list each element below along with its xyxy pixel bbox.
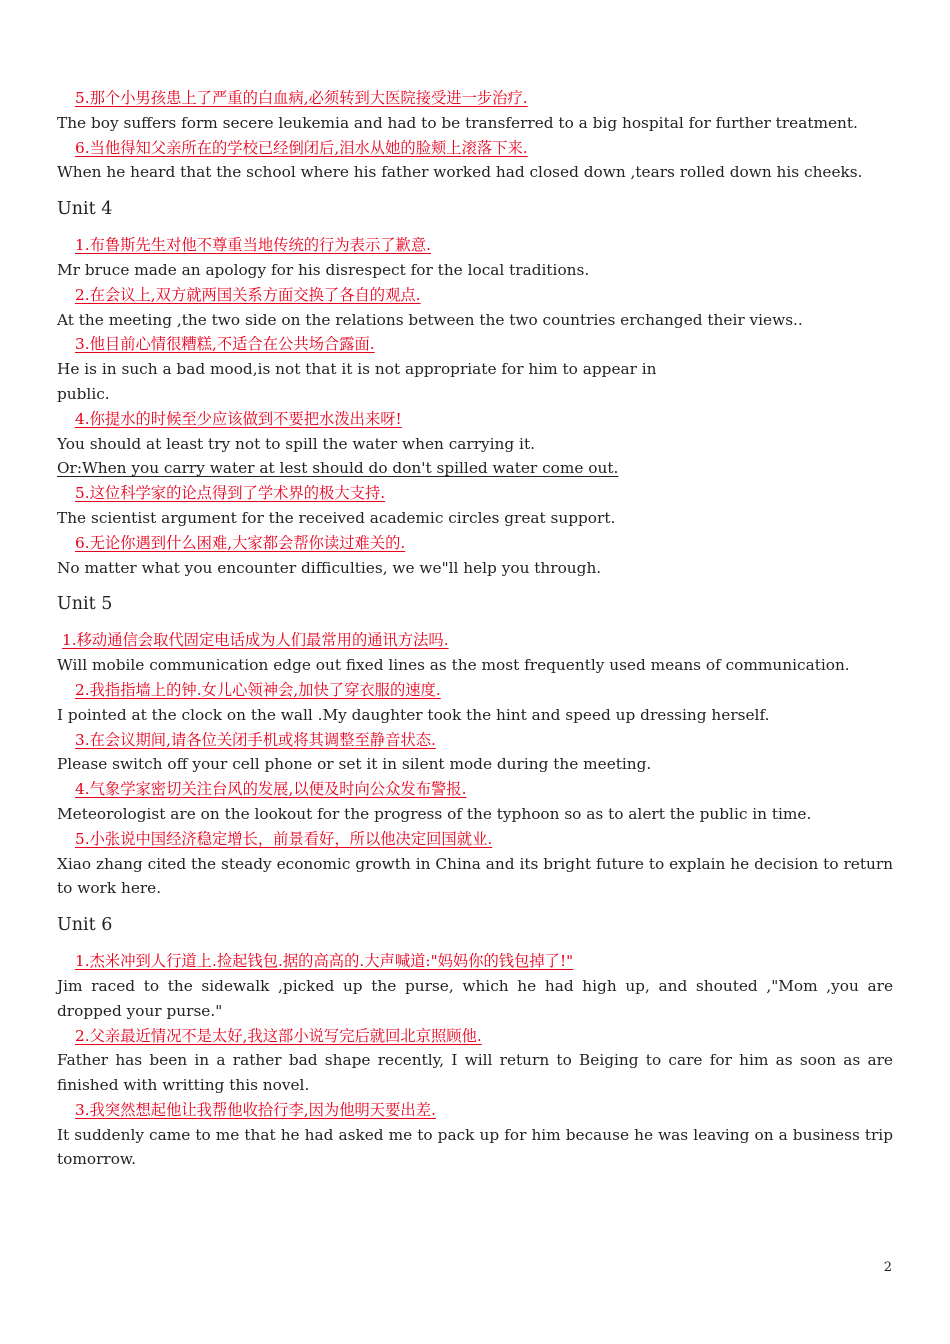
- chinese-sentence: 3.我突然想起他让我帮他收拾行李,因为他明天要出差.: [75, 1100, 436, 1119]
- english-translation: When he heard that the school where his father worked had closed down ,tears rolled down his cheeks.: [57, 163, 863, 182]
- english-translation: I pointed at the clock on the wall .My daughter took the hint and speed up dressing herself.: [57, 705, 770, 724]
- chinese-sentence: 2.父亲最近情况不是太好,我这部小说写完后就回北京照顾他.: [75, 1026, 482, 1045]
- english-translation: Xiao zhang cited the steady economic growth in China and its bright future to explain he decision to return to work here.: [57, 854, 893, 898]
- english-translation: Please switch off your cell phone or set it in silent mode during the meeting.: [57, 755, 652, 774]
- chinese-sentence: 6.当他得知父亲所在的学校已经倒闭后,泪水从她的脸颊上滚落下来.: [75, 138, 528, 157]
- english-translation: It suddenly came to me that he had asked me to pack up for him because he was leaving on a business trip tomorrow.: [57, 1125, 893, 1169]
- chinese-sentence: 6.无论你遇到什么困难,大家都会帮你读过难关的.: [75, 533, 406, 552]
- unit-heading: Unit 4: [57, 199, 113, 220]
- chinese-sentence: 2.我指指墙上的钟.女儿心领神会,加快了穿衣服的速度.: [75, 680, 441, 699]
- alternative-translation: Or:When you carry water at lest should do don't spilled water come out.: [57, 459, 619, 478]
- english-translation: The scientist argument for the received academic circles great support.: [57, 508, 616, 527]
- english-translation: Jim raced to the sidewalk ,picked up the purse, which he had high up, and shouted ,"Mom ,you are dropped your purse.": [57, 976, 893, 1020]
- english-translation: The boy suffers form secere leukemia and had to be transferred to a big hospital for further treatment.: [57, 113, 858, 132]
- unit-3-continued: [57, 86, 893, 185]
- chinese-sentence: 2.在会议上,双方就两国关系方面交换了各自的观点.: [75, 285, 421, 304]
- chinese-sentence: 3.在会议期间,请各位关闭手机或将其调整至静音状态.: [75, 730, 436, 749]
- unit-4-section: [57, 197, 893, 580]
- unit-5-section: [57, 592, 893, 901]
- english-translation: No matter what you encounter difficulties, we we"ll help you through.: [57, 558, 602, 577]
- chinese-sentence: 5.小张说中国经济稳定增长，前景看好，所以他决定回国就业.: [75, 829, 493, 848]
- chinese-sentence: 1.杰米冲到人行道上.捡起钱包.据的高高的.大声喊道:"妈妈你的钱包掉了!": [75, 952, 574, 971]
- chinese-sentence: 3.他目前心情很糟糕,不适合在公共场合露面.: [75, 335, 375, 354]
- english-translation: Mr bruce made an apology for his disrespect for the local traditions.: [57, 260, 590, 279]
- english-translation: Will mobile communication edge out fixed lines as the most frequently used means of communication.: [57, 656, 850, 675]
- chinese-sentence: 4.你提水的时候至少应该做到不要把水泼出来呀!: [75, 409, 402, 428]
- english-translation: He is in such a bad mood,is not that it is not appropriate for him to appear in: [57, 360, 657, 379]
- chinese-sentence: 1.移动通信会取代固定电话成为人们最常用的通讯方法吗.: [62, 631, 449, 650]
- chinese-sentence: 5.那个小男孩患上了严重的白血病,必须转到大医院接受进一步治疗.: [75, 89, 528, 107]
- english-translation: Meteorologist are on the lookout for the progress of the typhoon so as to alert the public in time.: [57, 804, 812, 823]
- unit-heading: Unit 5: [57, 594, 113, 615]
- chinese-sentence: 4.气象学家密切关注台风的发展,以便及时向公众发布警报.: [75, 780, 467, 799]
- page-number: 2: [883, 1260, 892, 1275]
- english-translation-continued: public.: [57, 384, 110, 403]
- chinese-sentence: 1.布鲁斯先生对他不尊重当地传统的行为表示了歉意.: [75, 236, 431, 255]
- unit-6-section: [57, 913, 893, 1172]
- chinese-sentence: 5.这位科学家的论点得到了学术界的极大支持.: [75, 484, 386, 503]
- unit-heading: Unit 6: [57, 915, 113, 936]
- english-translation: At the meeting ,the two side on the relations between the two countries erchanged their views..: [57, 310, 803, 329]
- english-translation: Father has been in a rather bad shape recently, I will return to Beiging to care for him as soon as are finished with writting this novel.: [57, 1051, 893, 1095]
- english-translation: You should at least try not to spill the water when carrying it.: [57, 434, 535, 453]
- document-page: [57, 86, 893, 1172]
